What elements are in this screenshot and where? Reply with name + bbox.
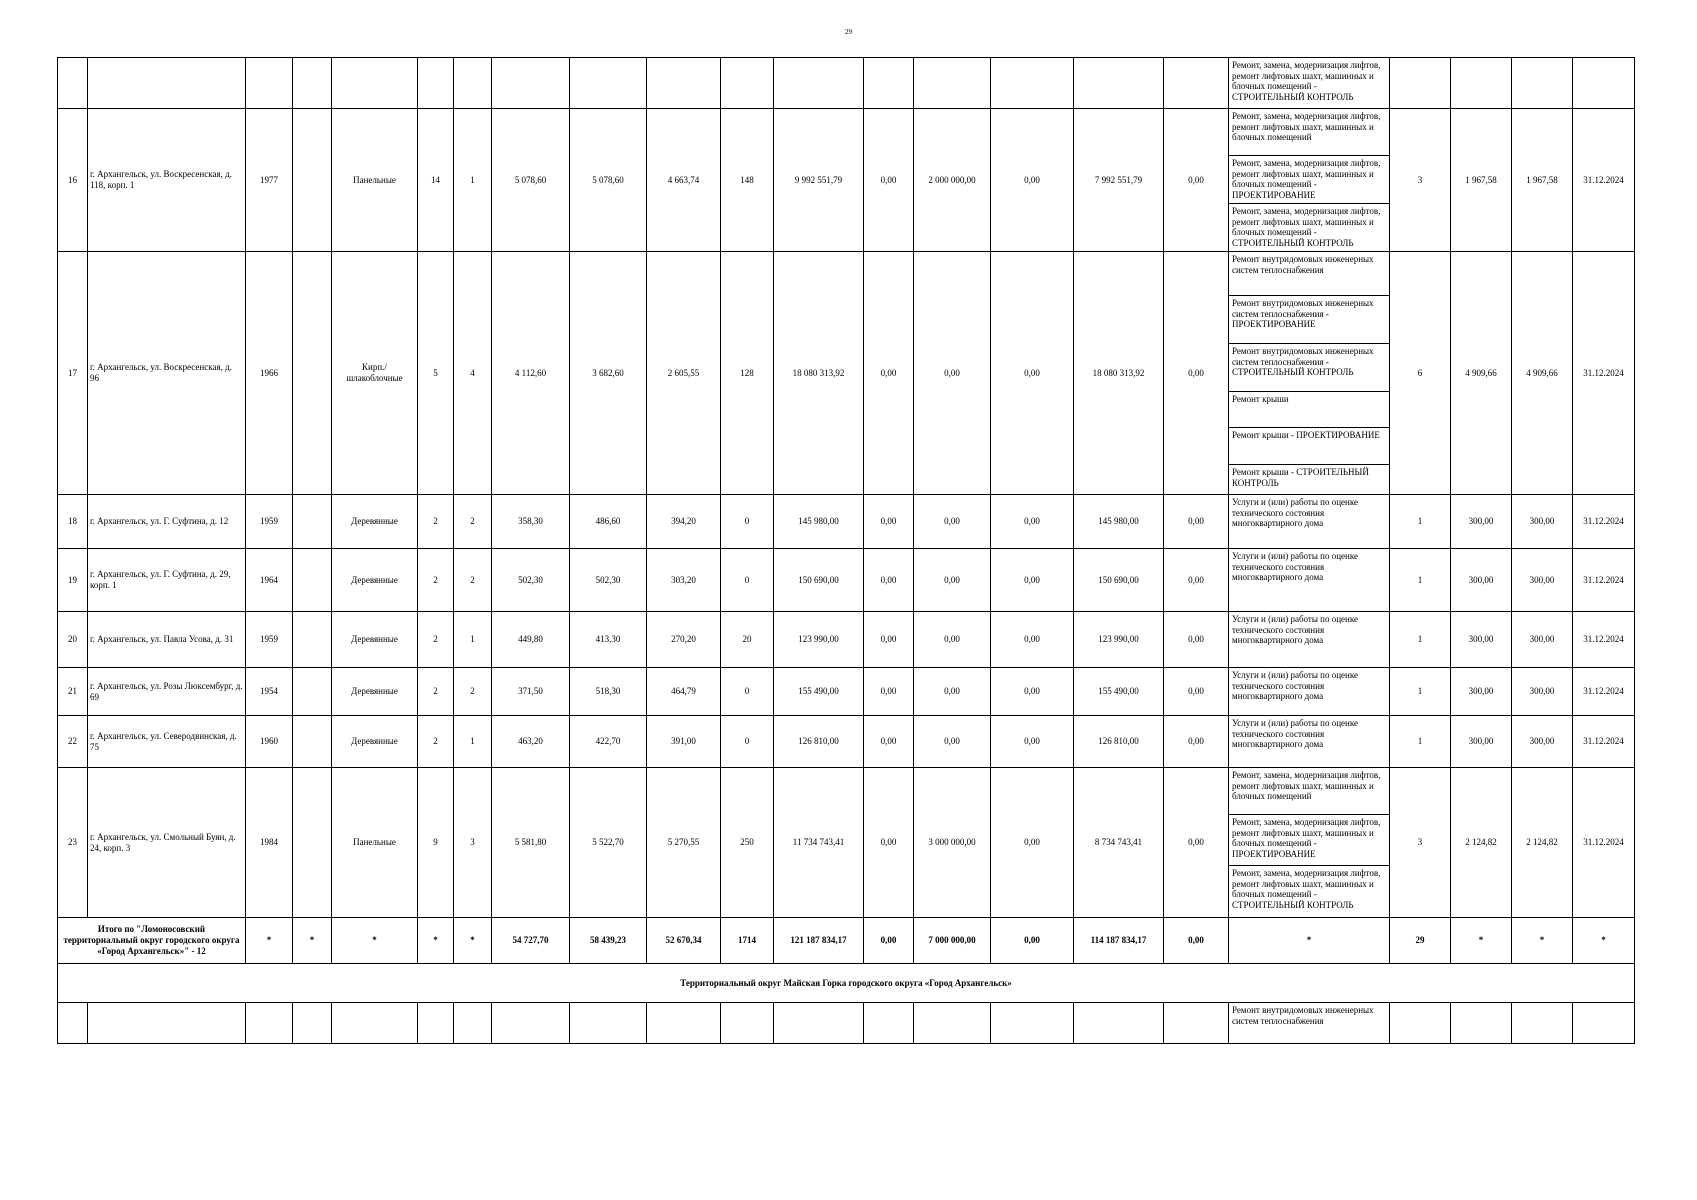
cost-total-cell: 11 734 743,41 (774, 768, 864, 918)
floors-cell: 2 (418, 495, 454, 549)
entrances-cell: 1 (454, 109, 492, 252)
floors-cell: 9 (418, 768, 454, 918)
empty-cell (647, 58, 721, 109)
material-cell: Деревянные (332, 612, 418, 668)
price-a-cell: 300,00 (1451, 612, 1512, 668)
year-cell: 1959 (246, 612, 293, 668)
floors-cell: 2 (418, 612, 454, 668)
fund-a-cell: 0,00 (864, 668, 914, 716)
total-fund-d: 114 187 834,17 (1074, 918, 1164, 964)
work-item: Ремонт, замена, модернизация лифтов, ремонт лифтовых шахт, машинных и блочных помещений - СТРОИТЕЛЬНЫЙ КОНТРОЛЬ (1229, 866, 1390, 918)
empty-cell (332, 1003, 418, 1044)
work-item: Ремонт крыши - СТРОИТЕЛЬНЫЙ КОНТРОЛЬ (1229, 465, 1390, 495)
cost-total-cell: 145 980,00 (774, 495, 864, 549)
entrances-cell: 3 (454, 768, 492, 918)
table-row (58, 768, 1635, 815)
year-cell: 1964 (246, 549, 293, 612)
works-count-cell: 3 (1390, 109, 1451, 252)
empty-cell (332, 58, 418, 109)
area-a-cell: 413,30 (570, 612, 647, 668)
address-cell: г. Архангельск, ул. Северодвинская, д. 75 (88, 716, 246, 768)
year-cell: 1984 (246, 768, 293, 918)
area-a-cell: 502,30 (570, 549, 647, 612)
total-floors: * (418, 918, 454, 964)
total-label: Итого по "Ломоносовский территориальный округ городского округа «Город Архангельск»" - 12 (58, 918, 246, 964)
price-a-cell: 300,00 (1451, 549, 1512, 612)
material-cell: Деревянные (332, 716, 418, 768)
table-row (58, 716, 1635, 768)
deadline-cell: 31.12.2024 (1573, 109, 1635, 252)
entrances-cell: 1 (454, 716, 492, 768)
table-row (58, 612, 1635, 668)
price-a-cell: 4 909,66 (1451, 252, 1512, 495)
total-area-a: 58 439,23 (570, 918, 647, 964)
empty-cell (1390, 58, 1451, 109)
empty-cell (88, 1003, 246, 1044)
price-a-cell: 300,00 (1451, 668, 1512, 716)
table-row (58, 549, 1635, 612)
fund-d-cell: 123 990,00 (1074, 612, 1164, 668)
row-number: 23 (58, 768, 88, 918)
work-item: Услуги и (или) работы по оценке технического состояния многоквартирного дома (1229, 495, 1390, 549)
price-a-cell: 2 124,82 (1451, 768, 1512, 918)
row-number: 19 (58, 549, 88, 612)
price-a-cell: 300,00 (1451, 495, 1512, 549)
cost-total-cell: 150 690,00 (774, 549, 864, 612)
residents-cell: 0 (721, 716, 774, 768)
area-a-cell: 5 078,60 (570, 109, 647, 252)
cost-total-cell: 18 080 313,92 (774, 252, 864, 495)
works-count-cell: 1 (1390, 668, 1451, 716)
price-b-cell: 2 124,82 (1512, 768, 1573, 918)
total-area-total: 54 727,70 (492, 918, 570, 964)
fund-d-cell: 155 490,00 (1074, 668, 1164, 716)
col4-cell (293, 716, 332, 768)
price-b-cell: 300,00 (1512, 716, 1573, 768)
area-a-cell: 486,60 (570, 495, 647, 549)
total-fund-a: 0,00 (864, 918, 914, 964)
entrances-cell: 1 (454, 612, 492, 668)
area-total-cell: 5 078,60 (492, 109, 570, 252)
works-count-cell: 3 (1390, 768, 1451, 918)
deadline-cell: 31.12.2024 (1573, 495, 1635, 549)
fund-c-cell: 0,00 (991, 612, 1074, 668)
year-cell: 1960 (246, 716, 293, 768)
material-cell: Деревянные (332, 668, 418, 716)
fund-d-cell: 150 690,00 (1074, 549, 1164, 612)
repair-program-table (57, 57, 1635, 1044)
deadline-cell: 31.12.2024 (1573, 549, 1635, 612)
residents-cell: 128 (721, 252, 774, 495)
empty-cell (1390, 1003, 1451, 1044)
work-item: Ремонт, замена, модернизация лифтов, ремонт лифтовых шахт, машинных и блочных помещений - СТРОИТЕЛЬНЫЙ КОНТРОЛЬ (1229, 204, 1390, 252)
fund-a-cell: 0,00 (864, 549, 914, 612)
area-b-cell: 2 605,55 (647, 252, 721, 495)
empty-cell (418, 1003, 454, 1044)
row-number: 18 (58, 495, 88, 549)
fund-a-cell: 0,00 (864, 252, 914, 495)
deadline-cell: 31.12.2024 (1573, 252, 1635, 495)
empty-cell (418, 58, 454, 109)
area-a-cell: 5 522,70 (570, 768, 647, 918)
floors-cell: 2 (418, 668, 454, 716)
year-cell: 1959 (246, 495, 293, 549)
address-cell: г. Архангельск, ул. Воскресенская, д. 96 (88, 252, 246, 495)
total-year: * (246, 918, 293, 964)
price-b-cell: 4 909,66 (1512, 252, 1573, 495)
empty-cell (1512, 58, 1573, 109)
fund-b-cell: 0,00 (914, 549, 991, 612)
deadline-cell: 31.12.2024 (1573, 768, 1635, 918)
floors-cell: 14 (418, 109, 454, 252)
area-total-cell: 358,30 (492, 495, 570, 549)
empty-cell (293, 58, 332, 109)
total-row (58, 918, 1635, 964)
work-item: Ремонт внутридомовых инженерных систем теплоснабжения - ПРОЕКТИРОВАНИЕ (1229, 296, 1390, 344)
work-item: Услуги и (или) работы по оценке технического состояния многоквартирного дома (1229, 716, 1390, 768)
work-item: Услуги и (или) работы по оценке технического состояния многоквартирного дома (1229, 612, 1390, 668)
deadline-cell: 31.12.2024 (1573, 716, 1635, 768)
empty-cell (1074, 1003, 1164, 1044)
col4-cell (293, 109, 332, 252)
work-item: Ремонт крыши (1229, 392, 1390, 428)
col4-cell (293, 768, 332, 918)
year-cell: 1966 (246, 252, 293, 495)
empty-cell (1573, 58, 1635, 109)
fund-d-cell: 8 734 743,41 (1074, 768, 1164, 918)
empty-cell (864, 1003, 914, 1044)
work-item: Ремонт внутридомовых инженерных систем теплоснабжения (1229, 252, 1390, 296)
fund-a-cell: 0,00 (864, 716, 914, 768)
area-b-cell: 303,20 (647, 549, 721, 612)
material-cell: Деревянные (332, 549, 418, 612)
address-cell: г. Архангельск, ул. Воскресенская, д. 118, корп. 1 (88, 109, 246, 252)
empty-cell (721, 58, 774, 109)
fund-b-cell: 0,00 (914, 612, 991, 668)
total-residents: 1714 (721, 918, 774, 964)
fund-a-cell: 0,00 (864, 495, 914, 549)
area-total-cell: 4 112,60 (492, 252, 570, 495)
fund-a-cell: 0,00 (864, 768, 914, 918)
work-item: Услуги и (или) работы по оценке технического состояния многоквартирного дома (1229, 549, 1390, 612)
total-works-count: 29 (1390, 918, 1451, 964)
empty-cell (1164, 58, 1229, 109)
floors-cell: 2 (418, 549, 454, 612)
col4-cell (293, 612, 332, 668)
price-b-cell: 300,00 (1512, 495, 1573, 549)
fund-d-cell: 7 992 551,79 (1074, 109, 1164, 252)
residents-cell: 20 (721, 612, 774, 668)
row-number: 22 (58, 716, 88, 768)
entrances-cell: 2 (454, 668, 492, 716)
empty-cell (774, 58, 864, 109)
empty-cell (492, 1003, 570, 1044)
work-item: Ремонт, замена, модернизация лифтов, ремонт лифтовых шахт, машинных и блочных помещений - ПРОЕКТИРОВАНИЕ (1229, 815, 1390, 866)
work-item: Ремонт, замена, модернизация лифтов, ремонт лифтовых шахт, машинных и блочных помещений - СТРОИТЕЛЬНЫЙ КОНТРОЛЬ (1229, 58, 1390, 109)
fund-c-cell: 0,00 (991, 109, 1074, 252)
continued-row-bottom (58, 1003, 1635, 1044)
empty-cell (1451, 58, 1512, 109)
empty-cell (454, 58, 492, 109)
section-title: Территориальный округ Майская Горка городского округа «Город Архангельск» (58, 964, 1635, 1003)
area-b-cell: 394,20 (647, 495, 721, 549)
material-cell: Панельные (332, 768, 418, 918)
material-cell: Деревянные (332, 495, 418, 549)
table-row (58, 252, 1635, 296)
work-item: Ремонт крыши - ПРОЕКТИРОВАНИЕ (1229, 428, 1390, 465)
empty-cell (914, 1003, 991, 1044)
empty-cell (991, 58, 1074, 109)
deadline-cell: 31.12.2024 (1573, 668, 1635, 716)
empty-cell (88, 58, 246, 109)
section-row (58, 964, 1635, 1003)
work-item: Ремонт внутридомовых инженерных систем теплоснабжения - СТРОИТЕЛЬНЫЙ КОНТРОЛЬ (1229, 344, 1390, 392)
area-b-cell: 4 663,74 (647, 109, 721, 252)
area-b-cell: 270,20 (647, 612, 721, 668)
area-a-cell: 3 682,60 (570, 252, 647, 495)
work-item: Ремонт, замена, модернизация лифтов, ремонт лифтовых шахт, машинных и блочных помещений - ПРОЕКТИРОВАНИЕ (1229, 156, 1390, 204)
total-fund-e: 0,00 (1164, 918, 1229, 964)
cost-total-cell: 123 990,00 (774, 612, 864, 668)
total-price-a: * (1451, 918, 1512, 964)
address-cell: г. Архангельск, ул. Павла Усова, д. 31 (88, 612, 246, 668)
empty-cell (1451, 1003, 1512, 1044)
col4-cell (293, 549, 332, 612)
residents-cell: 148 (721, 109, 774, 252)
total-works: * (1229, 918, 1390, 964)
total-fund-b: 7 000 000,00 (914, 918, 991, 964)
fund-c-cell: 0,00 (991, 252, 1074, 495)
fund-b-cell: 3 000 000,00 (914, 768, 991, 918)
fund-d-cell: 145 980,00 (1074, 495, 1164, 549)
continued-row-top (58, 58, 1635, 109)
total-fund-c: 0,00 (991, 918, 1074, 964)
residents-cell: 0 (721, 549, 774, 612)
fund-c-cell: 0,00 (991, 668, 1074, 716)
empty-cell (1512, 1003, 1573, 1044)
empty-cell (58, 1003, 88, 1044)
total-col4: * (293, 918, 332, 964)
row-number: 16 (58, 109, 88, 252)
works-count-cell: 1 (1390, 612, 1451, 668)
total-area-b: 52 670,34 (647, 918, 721, 964)
area-b-cell: 391,00 (647, 716, 721, 768)
fund-d-cell: 18 080 313,92 (1074, 252, 1164, 495)
residents-cell: 0 (721, 495, 774, 549)
price-b-cell: 300,00 (1512, 549, 1573, 612)
empty-cell (721, 1003, 774, 1044)
fund-b-cell: 0,00 (914, 668, 991, 716)
fund-c-cell: 0,00 (991, 716, 1074, 768)
table-row (58, 668, 1635, 716)
empty-cell (570, 1003, 647, 1044)
page-number: 29 (845, 28, 852, 36)
area-total-cell: 371,50 (492, 668, 570, 716)
fund-e-cell: 0,00 (1164, 495, 1229, 549)
work-item: Ремонт, замена, модернизация лифтов, ремонт лифтовых шахт, машинных и блочных помещений (1229, 768, 1390, 815)
area-b-cell: 464,79 (647, 668, 721, 716)
empty-cell (492, 58, 570, 109)
fund-c-cell: 0,00 (991, 495, 1074, 549)
empty-cell (58, 58, 88, 109)
empty-cell (454, 1003, 492, 1044)
address-cell: г. Архангельск, ул. Г. Суфтина, д. 12 (88, 495, 246, 549)
total-price-b: * (1512, 918, 1573, 964)
total-cost-total: 121 187 834,17 (774, 918, 864, 964)
work-item: Услуги и (или) работы по оценке технического состояния многоквартирного дома (1229, 668, 1390, 716)
empty-cell (1074, 58, 1164, 109)
table-row (58, 495, 1635, 549)
row-number: 21 (58, 668, 88, 716)
row-number: 17 (58, 252, 88, 495)
area-a-cell: 422,70 (570, 716, 647, 768)
fund-e-cell: 0,00 (1164, 768, 1229, 918)
area-b-cell: 5 270,55 (647, 768, 721, 918)
area-total-cell: 5 581,80 (492, 768, 570, 918)
entrances-cell: 4 (454, 252, 492, 495)
year-cell: 1954 (246, 668, 293, 716)
fund-b-cell: 0,00 (914, 252, 991, 495)
table-row (58, 109, 1635, 156)
col4-cell (293, 668, 332, 716)
fund-e-cell: 0,00 (1164, 668, 1229, 716)
empty-cell (1573, 1003, 1635, 1044)
col4-cell (293, 495, 332, 549)
cost-total-cell: 126 810,00 (774, 716, 864, 768)
row-number: 20 (58, 612, 88, 668)
entrances-cell: 2 (454, 549, 492, 612)
empty-cell (647, 1003, 721, 1044)
empty-cell (246, 58, 293, 109)
empty-cell (914, 58, 991, 109)
works-count-cell: 6 (1390, 252, 1451, 495)
price-b-cell: 300,00 (1512, 612, 1573, 668)
cost-total-cell: 155 490,00 (774, 668, 864, 716)
price-b-cell: 300,00 (1512, 668, 1573, 716)
fund-e-cell: 0,00 (1164, 252, 1229, 495)
fund-c-cell: 0,00 (991, 549, 1074, 612)
fund-a-cell: 0,00 (864, 109, 914, 252)
area-total-cell: 502,30 (492, 549, 570, 612)
floors-cell: 5 (418, 252, 454, 495)
fund-a-cell: 0,00 (864, 612, 914, 668)
fund-d-cell: 126 810,00 (1074, 716, 1164, 768)
entrances-cell: 2 (454, 495, 492, 549)
address-cell: г. Архангельск, ул. Г. Суфтина, д. 29, корп. 1 (88, 549, 246, 612)
total-material: * (332, 918, 418, 964)
fund-e-cell: 0,00 (1164, 612, 1229, 668)
address-cell: г. Архангельск, ул. Смольный Буян, д. 24, корп. 3 (88, 768, 246, 918)
works-count-cell: 1 (1390, 716, 1451, 768)
empty-cell (991, 1003, 1074, 1044)
area-total-cell: 449,80 (492, 612, 570, 668)
address-cell: г. Архангельск, ул. Розы Люксембург, д. 69 (88, 668, 246, 716)
fund-c-cell: 0,00 (991, 768, 1074, 918)
works-count-cell: 1 (1390, 549, 1451, 612)
empty-cell (864, 58, 914, 109)
area-a-cell: 518,30 (570, 668, 647, 716)
price-a-cell: 300,00 (1451, 716, 1512, 768)
material-cell: Кирп./шлакоблочные (332, 252, 418, 495)
empty-cell (570, 58, 647, 109)
col4-cell (293, 252, 332, 495)
fund-b-cell: 0,00 (914, 495, 991, 549)
material-cell: Панельные (332, 109, 418, 252)
residents-cell: 250 (721, 768, 774, 918)
empty-cell (1164, 1003, 1229, 1044)
floors-cell: 2 (418, 716, 454, 768)
price-b-cell: 1 967,58 (1512, 109, 1573, 252)
empty-cell (246, 1003, 293, 1044)
cost-total-cell: 9 992 551,79 (774, 109, 864, 252)
empty-cell (774, 1003, 864, 1044)
year-cell: 1977 (246, 109, 293, 252)
fund-b-cell: 0,00 (914, 716, 991, 768)
fund-b-cell: 2 000 000,00 (914, 109, 991, 252)
total-deadline: * (1573, 918, 1635, 964)
work-item: Ремонт, замена, модернизация лифтов, ремонт лифтовых шахт, машинных и блочных помещений (1229, 109, 1390, 156)
work-item: Ремонт внутридомовых инженерных систем теплоснабжения (1229, 1003, 1390, 1044)
fund-e-cell: 0,00 (1164, 109, 1229, 252)
empty-cell (293, 1003, 332, 1044)
area-total-cell: 463,20 (492, 716, 570, 768)
fund-e-cell: 0,00 (1164, 716, 1229, 768)
deadline-cell: 31.12.2024 (1573, 612, 1635, 668)
fund-e-cell: 0,00 (1164, 549, 1229, 612)
works-count-cell: 1 (1390, 495, 1451, 549)
price-a-cell: 1 967,58 (1451, 109, 1512, 252)
total-entrances: * (454, 918, 492, 964)
residents-cell: 0 (721, 668, 774, 716)
